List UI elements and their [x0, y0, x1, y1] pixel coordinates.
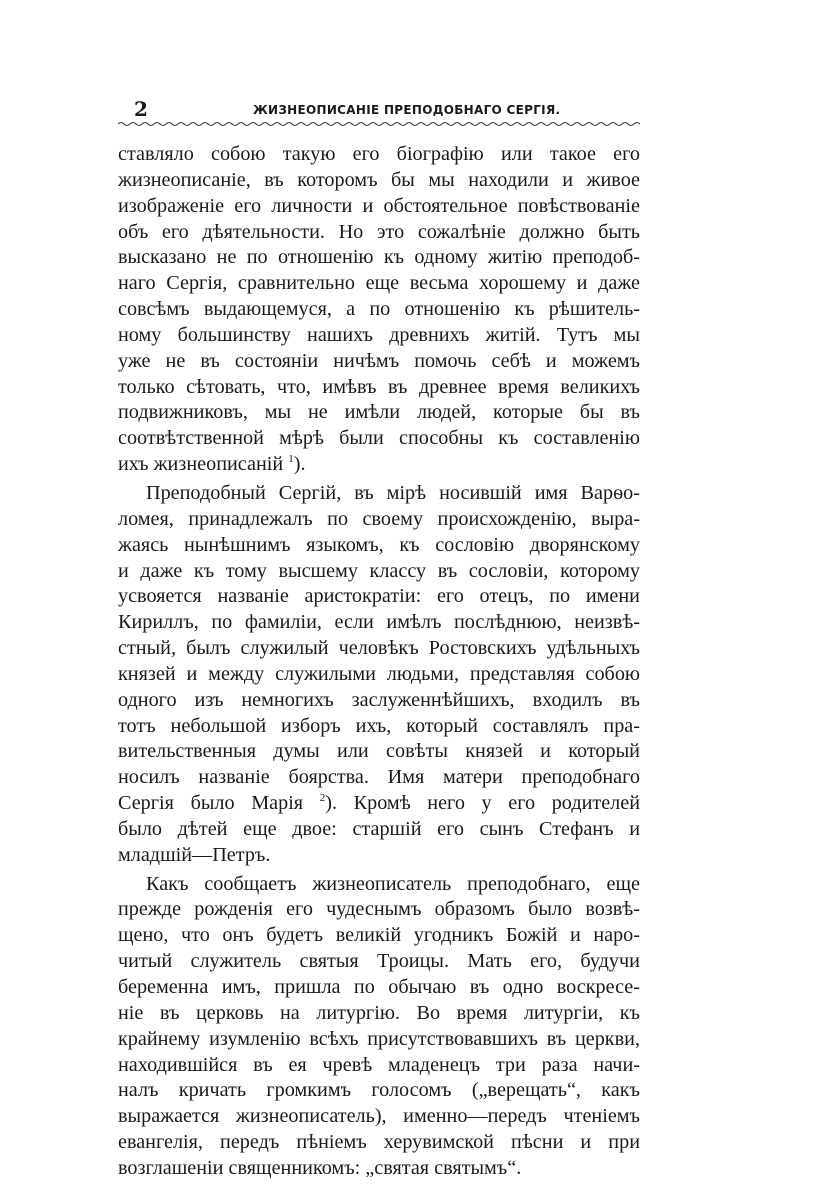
- text-line: подвижниковъ, мы не имѣли людей, которые бы въ: [118, 401, 640, 424]
- text-line: беременна имъ, пришла по обычаю въ одно воскресе-: [118, 976, 640, 998]
- wavy-header-rule: [118, 120, 640, 128]
- text-line: жизнеописаніе, въ которомъ бы мы находили и живое: [118, 168, 640, 191]
- text-line: ніе въ церковь на литургію. Во время литургіи, къ: [118, 1001, 640, 1024]
- text-line: евангелія, передъ пѣніемъ херувимской пѣсни и при: [118, 1131, 640, 1154]
- text-fragment: ).: [293, 453, 306, 476]
- text-line: читый служитель святыя Троицы. Мать его, будучи: [118, 950, 640, 973]
- text-line: наго Сергія, сравнительно еще весьма хорошему и даже: [118, 272, 640, 295]
- text-line: усвояется названіе аристократіи: его отецъ, по имени: [118, 585, 640, 608]
- text-line: было дѣтей еще двое: старшій его сынъ Стефанъ и: [118, 817, 640, 840]
- paragraph-2: [118, 481, 640, 869]
- text-line: прежде рожденія его чудеснымъ образомъ было возвѣ-: [118, 898, 640, 921]
- text-line: щено, что онъ будетъ великій угодникъ Божій и наро-: [118, 924, 640, 947]
- footnote-mark: 1: [288, 453, 294, 466]
- text-line: младшій—Петръ.: [118, 843, 271, 866]
- main-text: [118, 142, 640, 1182]
- text-line: [118, 452, 640, 478]
- footnote-mark: 2: [319, 792, 326, 805]
- text-line: жаясь нынѣшнимъ языкомъ, къ сословію дворянскому: [118, 533, 640, 556]
- paragraph-3: [118, 872, 640, 1182]
- text-line: стный, былъ служилый человѣкъ Ростовскихъ удѣльныхъ: [118, 637, 640, 660]
- text-line: возглашеніи священникомъ: „святая святымъ“.: [118, 1156, 522, 1179]
- text-line: налъ кричать громкимъ голосомъ („верещать“, какъ: [118, 1079, 640, 1102]
- text-line: уже не въ состояніи ничѣмъ помочь себѣ и можемъ: [118, 349, 640, 372]
- text-line: ному большинству нашихъ древнихъ житій. Тутъ мы: [118, 323, 640, 346]
- text-line: Какъ сообщаетъ жизнеописатель преподобнаго, еще: [146, 872, 640, 895]
- text-line: изображеніе его личности и обстоятельное повѣствованіе: [118, 194, 640, 217]
- text-fragment: ). Кромѣ него у его родителей: [325, 792, 641, 815]
- running-head: ЖИЗНЕОПИСАНІЕ ПРЕПОДОБНАГО СЕРГІЯ.: [253, 103, 561, 117]
- text-line: находившійся въ ея чревѣ младенецъ три раза начи-: [118, 1053, 640, 1076]
- text-line: вительственныя думы или совѣты князей и который: [118, 740, 640, 763]
- text-line: одного изъ немногихъ заслуженнѣйшихъ, входилъ въ: [118, 688, 640, 711]
- text-line: [118, 791, 640, 817]
- text-fragment: Сергія было Марія: [118, 792, 304, 815]
- text-line: крайнему изумленію всѣхъ присутствовавшихъ въ церкви,: [118, 1027, 640, 1050]
- paragraph-1: [118, 142, 640, 478]
- text-line: соотвѣтственной мѣрѣ были способны къ составленію: [118, 427, 640, 450]
- text-line: Кириллъ, по фамиліи, если имѣлъ послѣднюю, неизвѣ-: [118, 611, 640, 634]
- text-line: объ его дѣятельности. Но это сожалѣніе должно быть: [118, 220, 640, 243]
- text-fragment: ихъ жизнеописаній: [118, 453, 284, 476]
- text-line: совсѣмъ выдающемуся, а по отношенію къ рѣшитель-: [118, 298, 640, 321]
- text-line: высказано не по отношенію къ одному житію преподоб-: [118, 246, 640, 269]
- page-number: 2: [134, 97, 148, 121]
- text-line: Преподобный Сергій, въ мірѣ носившій имя Варѳо-: [146, 481, 640, 504]
- text-line: и даже къ тому высшему классу въ сословіи, которому: [118, 559, 640, 582]
- text-line: только сѣтовать, что, имѣвъ въ древнее время великихъ: [118, 375, 640, 398]
- text-line: выражается жизнеописатель), именно—передъ чтеніемъ: [118, 1105, 640, 1128]
- text-line: тотъ небольшой изборъ ихъ, который составлялъ пра-: [118, 714, 640, 737]
- text-line: носилъ названіе боярства. Имя матери преподобнаго: [118, 766, 640, 789]
- text-line: ставляло собою такую его біографію или такое его: [118, 143, 640, 165]
- page-header: [118, 98, 640, 120]
- text-line: князей и между служилыми людьми, представляя собою: [118, 662, 640, 685]
- text-line: ломея, принадлежалъ по своему происхожденію, выра-: [118, 507, 640, 530]
